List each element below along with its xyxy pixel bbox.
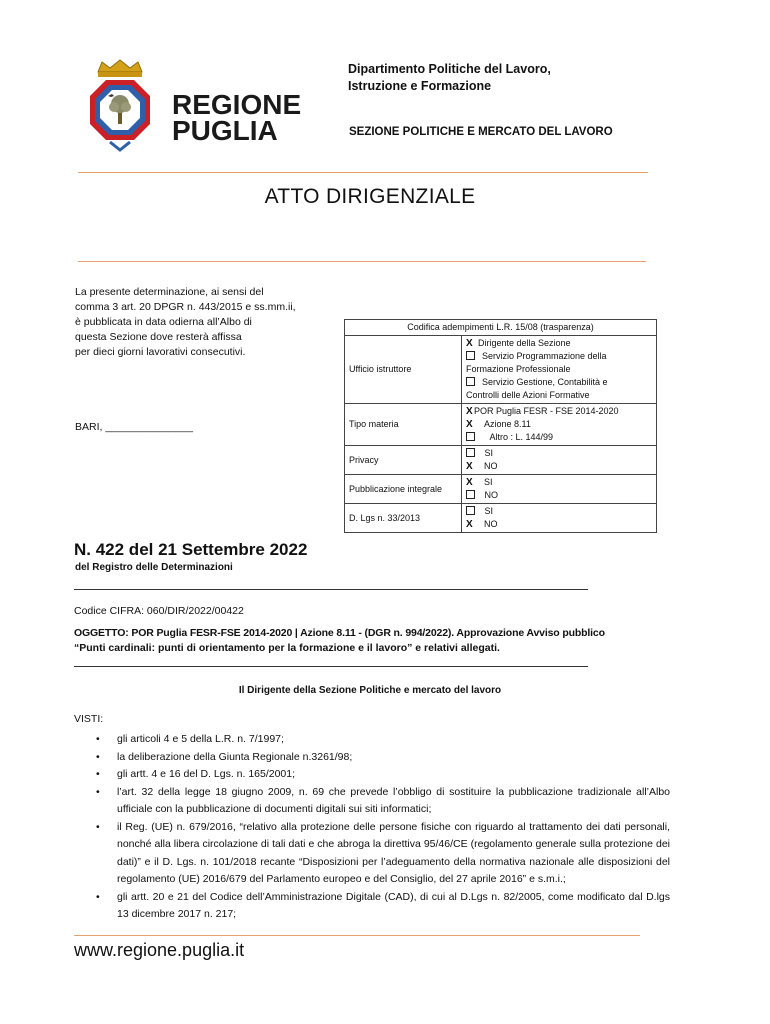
row-values-tipo-materia <box>462 404 657 446</box>
footer-divider <box>74 935 640 936</box>
checked-mark: X <box>466 406 473 417</box>
bullet-icon: • <box>96 733 100 745</box>
bullet-icon: • <box>96 785 100 798</box>
option-item: NO <box>466 489 652 502</box>
option-item: SI <box>466 447 652 460</box>
divider <box>74 589 588 590</box>
checked-mark: X <box>466 338 473 349</box>
divider <box>74 666 588 667</box>
checked-mark: X <box>466 519 473 530</box>
option-item: X Dirigente della Sezione <box>466 338 571 349</box>
list-item: • il Reg. (UE) n. 679/2016, “relativo alla protezione delle persone fisiche con riguardo al trattamento dei dati personali, nonché alla libera circolazione di tali dati e che abroga la direttiva 95/46/CE (regolamento generale sulla protezione dei dati)” e il D. Lgs. n. 101/2018 recante “Disposizioni per l’adeguamento della normativa nazionale alle disposizioni del regolamento (UE) 2016/679 del Parlamento europeo e del Consiglio, del 27 aprile 2016” e s.m.i.; <box>96 820 670 885</box>
option-item: Formazione Professionale <box>466 364 571 374</box>
checkbox-icon <box>466 377 475 386</box>
title-divider <box>78 261 646 262</box>
visti-list <box>74 731 670 924</box>
oggetto-line-2: “Punti cardinali: punti di orientamento per la formazione e il lavoro” e relativi allegati. <box>74 642 500 654</box>
publication-note-line: per dieci giorni lavorativi consecutivi. <box>75 346 246 358</box>
row-label-tipo-materia: Tipo materia <box>345 404 462 446</box>
publication-note-line: è pubblicata in data odierna all’Albo di <box>75 316 252 328</box>
publication-note-line: La presente determinazione, ai sensi del <box>75 286 264 298</box>
checkbox-icon <box>466 490 475 499</box>
bullet-icon: • <box>96 750 100 763</box>
option-item: SI <box>466 505 652 518</box>
visti-label: VISTI: <box>74 713 104 725</box>
bari-date-field: BARI, _______________ <box>75 421 193 433</box>
publication-note-line: comma 3 art. 20 DPGR n. 443/2015 e ss.mm.ii, <box>75 301 296 313</box>
option-item: Altro : L. 144/99 <box>466 431 652 444</box>
option-item: X Azione 8.11 <box>466 419 531 430</box>
row-label-ufficio: Ufficio istruttore <box>345 336 462 404</box>
determination-number: N. 422 del 21 Settembre 2022 <box>74 540 308 559</box>
checkbox-icon <box>466 448 475 457</box>
checked-mark: X <box>466 461 473 472</box>
list-item: • gli artt. 4 e 16 del D. Lgs. n. 165/2001; <box>74 766 670 784</box>
bullet-icon: • <box>96 820 100 833</box>
row-label-privacy: Privacy <box>345 446 462 475</box>
option-item: Controlli delle Azioni Formative <box>466 390 590 400</box>
department-line-1: Dipartimento Politiche del Lavoro, <box>348 62 551 76</box>
logo-line-puglia: PUGLIA <box>172 115 278 146</box>
registry-label: del Registro delle Determinazioni <box>75 562 233 573</box>
row-label-dlgs: D. Lgs n. 33/2013 <box>345 504 462 533</box>
list-item: • gli articoli 4 e 5 della L.R. n. 7/1997; <box>74 731 670 749</box>
checkbox-icon <box>466 432 475 441</box>
row-values-dlgs <box>462 504 657 533</box>
option-item: X NO <box>466 519 498 530</box>
codice-cifra: Codice CIFRA: 060/DIR/2022/00422 <box>74 605 244 617</box>
list-item: • la deliberazione della Giunta Regionale n.3261/98; <box>74 749 670 767</box>
department-line-2: Istruzione e Formazione <box>348 79 492 93</box>
coat-of-arms-icon <box>88 58 152 154</box>
transparency-table <box>344 319 657 533</box>
list-item: • l’art. 32 della legge 18 giugno 2009, n. 69 che prevede l’obbligo di sostituire la pubblicazione tradizionale all’Albo ufficiale con la pubblicazione di documenti digitali sui siti informatici; <box>96 785 670 815</box>
publication-note-line: questa Sezione dove resterà affissa <box>75 331 242 343</box>
checked-mark: X <box>466 419 473 430</box>
bullet-icon: • <box>96 890 100 903</box>
checkbox-icon <box>466 506 475 515</box>
bullet-icon: • <box>96 768 100 780</box>
footer-website-link[interactable]: www.regione.puglia.it <box>74 940 245 960</box>
regione-puglia-logo <box>88 58 302 154</box>
row-label-pubblicazione: Pubblicazione integrale <box>345 475 462 504</box>
table-header: Codifica adempimenti L.R. 15/08 (trasparenza) <box>345 320 657 336</box>
row-values-privacy <box>462 446 657 475</box>
header-divider <box>78 172 648 173</box>
checked-mark: X <box>466 477 473 488</box>
row-values-pubblicazione <box>462 475 657 504</box>
row-values-ufficio <box>462 336 657 404</box>
page-title: ATTO DIRIGENZIALE <box>264 185 476 208</box>
publication-note <box>75 285 345 360</box>
checkbox-icon <box>466 351 475 360</box>
dirigente-heading: Il Dirigente della Sezione Politiche e mercato del lavoro <box>238 685 502 696</box>
option-item: Servizio Gestione, Contabilità e <box>466 376 652 389</box>
logo-line-regione: REGIONE <box>172 89 302 120</box>
option-item: XPOR Puglia FESR - FSE 2014-2020 <box>466 406 619 417</box>
list-item: • gli artt. 20 e 21 del Codice dell’Amministrazione Digitale (CAD), di cui al D.Lgs n. 82/2005, come modificato dal D.lgs 13 dicembre 2017 n. 217; <box>96 890 670 920</box>
section-name: SEZIONE POLITICHE E MERCATO DEL LAVORO <box>349 126 613 138</box>
option-item: X SI <box>466 477 493 488</box>
option-item: X NO <box>466 461 498 472</box>
option-item: Servizio Programmazione della <box>466 350 652 363</box>
oggetto-line-1: OGGETTO: POR Puglia FESR-FSE 2014-2020 | Azione 8.11 - (DGR n. 994/2022). Approvazione Avviso pubblico <box>74 627 605 639</box>
